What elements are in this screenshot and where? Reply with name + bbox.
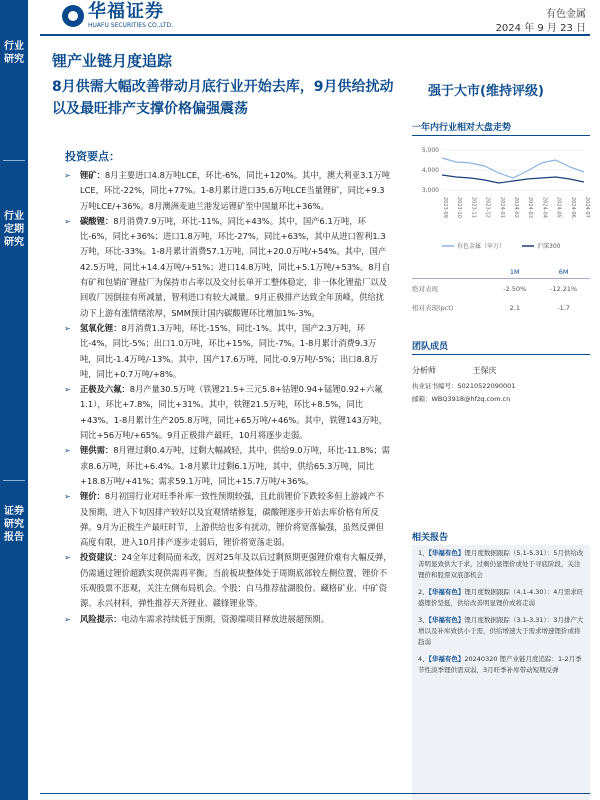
rating-badge: 强于大市(维持评级) (428, 84, 544, 99)
x-tick-label: 2024-01 (498, 197, 505, 218)
sidebar-label-report: 证券研究报告 (4, 506, 24, 543)
investment-points (52, 168, 392, 627)
team-title: 团队成员 (412, 339, 590, 355)
y-tick-label: 3,000 (421, 187, 439, 194)
chart-title: 一年内行业相对大盘走势 (412, 120, 590, 136)
left-sidebar (0, 0, 28, 800)
legend-entry: 有色金属（申万） (457, 243, 506, 250)
header-divider (40, 34, 590, 36)
right-column (412, 120, 590, 406)
x-tick-label: 2023-12 (484, 197, 491, 218)
series-line (442, 175, 584, 183)
performance-table (412, 266, 590, 317)
company-logo (62, 2, 173, 29)
x-tick-label: 2023-10 (456, 197, 463, 218)
x-tick-label: 2023-11 (470, 197, 477, 218)
section-title-investment: 投资要点： (65, 150, 120, 163)
relative-chart (412, 136, 590, 254)
relative-chart-svg (412, 136, 590, 254)
y-tick-label: 4,000 (421, 167, 439, 174)
related-item[interactable]: 4、【华福有色】20240320 锂产业链月度追踪：1-2月季节性淡季锂供需双弱，3月旺季补库带动短期反弹 (418, 655, 582, 674)
bullet-item: ➢ 正极及六氟：8月产量30.5万吨（铁锂21.5+三元5.8+钴锂0.94+锰锂0.92+六氟1.1），环比+7.8%，同比+31%。其中，铁锂21.5万吨，环比+8.5%，同比+43%。1-8月累计生产205.8万吨，同比+65万吨/+46%。其中，铁锂143万吨，同比+56万吨/+65%。9月正极排产最旺，10月将逐步走弱。 (52, 382, 392, 443)
sidebar-divider (3, 480, 25, 481)
bullet-item: ➢ 碳酸锂：8月消费7.9万吨，环比-11%，同比+43%。其中，国产6.1万吨，环比-6%，同比+36%；进口1.8万吨，环比-27%，同比+63%，其中从进口智利1.3万吨，环比-33%。1-8月累计消费57.1万吨，同比+20.0万吨/+54%。其中，国产42.5万吨，同比+14.4万吨/+51%；进口14.8万吨，同比+5.1万吨/+53%。8月自有矿和包销矿锂盐厂为保持市占率以及交付长单开工整体稳定，非一体化锂盐厂以及回收厂因倒挂有所减量，智利进口有较大减量。9月正极排产达致全年顶峰，供给扰动下上游有涨情绪浓厚，SMM预计国内碳酸锂环比增加1%-3%。 (52, 214, 392, 321)
bullet-item: ➢ 氢氧化锂：8月消费1.3万吨，环比-15%，同比-1%。其中，国产2.3万吨，环比-4%，同比-5%；出口1.0万吨，环比+15%，同比-7%。1-8月累计消费9.3万吨，同比-1.4万吨/-13%。其中，国产17.6万吨，同比-0.9万吨/-5%；出口8.8万吨，同比+0.7万吨/+8%。 (52, 321, 392, 382)
analyst-email[interactable]: 邮箱：WBQ3918@hfzq.com.cn (412, 395, 511, 403)
related-item[interactable]: 2、【华福有色】锂月度数据跟踪（4.1-4.30）：4月需求旺盛锂价坚挺，供给改善明显锂价或将走弱 (418, 588, 584, 607)
sidebar-label-research: 行业研究 (4, 41, 24, 65)
analyst-role: 分析师 (412, 366, 436, 375)
sidebar-divider (3, 160, 25, 161)
related-item[interactable]: 1、【华福有色】锂月度数据跟踪（5.1-5.31）：5月供给改善明显致供大于求，过剩仍显锂价或处于寻底阶段，关注锂价和股票双底部机会 (418, 549, 584, 579)
bullet-item: ➢ 风险提示：电动车需求持续低于预期，资源端项目释放进展超预期。 (52, 612, 392, 627)
related-reports (412, 545, 590, 800)
header-industry: 有色金属 (546, 9, 586, 20)
bullet-item: ➢ 锂价：8月初国行业对旺季补库一致性预期较强，且此前锂价下跌较多但上游减产不及预期，进入下旬因排产较好以及宜观情绪修复，碳酸锂逐步开始去库价格有所反弹。9月为正极生产最旺时节，上游供给也多有扰动，锂价将宽落偏强，虽然反弹但高度有限，进入10月排产逐步走弱后，锂价将宽荡走弱。 (52, 489, 392, 550)
sidebar-label-periodic: 行业定期研究 (4, 211, 24, 248)
x-tick-label: 2024-06 (569, 197, 576, 218)
y-tick-label: 5,000 (421, 147, 439, 154)
perf-header-blank (412, 266, 492, 279)
x-tick-label: 2024-07 (584, 197, 590, 218)
table-row: 相对表现(pct) 2.1 -1.7 (412, 303, 570, 312)
footer-divider (40, 793, 590, 794)
analyst-name: 王保庆 (472, 366, 497, 375)
logo-mark-icon (62, 5, 84, 27)
perf-header-6m: 6M (537, 266, 590, 279)
related-item[interactable]: 3、【华福有色】锂月度数据跟踪（3.1-3.31）：3月排产大增以及补库致供小于需，供给增速大于需求增速锂价或将趋弱 (418, 616, 584, 646)
x-tick-label: 2024-02 (513, 197, 519, 218)
table-row: 绝对表现 -2.50% -12.21% (412, 284, 578, 293)
x-tick-label: 2023-09 (442, 197, 448, 218)
analyst-meta (412, 380, 590, 406)
analyst-line (412, 365, 590, 376)
bullet-item: ➢ 投资建议：24全年过剩局面未改，因对25年及以后过剩预期更强锂价难有大幅反弹，仍需通过锂价超跌实现供需再平衡。当前板块整体处于周期底部较左侧位置，锂价不乐观股票不悲观，关注左侧布局机会。个股：白马推荐盐湖股份、藏格矿业、中矿资源、永兴材料，弹性推荐天齐锂业、赣锋锂业等。 (52, 550, 392, 611)
bullet-item: ➢ 锂矿：8月主要进口4.8万吨LCE，环比-6%，同比+120%。其中，澳大利亚3.1万吨LCE，环比-22%，同比+77%。1-8月累计进口35.6万吨LCE当量锂矿，同比+9.3万吨LCE/+36%。8月澳洲麦迪兰港发运锂矿至中国量环比+36%。 (52, 168, 392, 214)
perf-header-1m: 1M (492, 266, 537, 279)
logo-name-cn: 华福证券 (88, 1, 164, 22)
page-title: 8月供需大幅改善带动月底行业开始去库，9月供给扰动以及最旺排产支撑价格偏强震荡 (52, 79, 394, 117)
x-tick-label: 2024-05 (555, 197, 562, 218)
series-line (442, 158, 584, 178)
logo-name-en: HUAFU SECURITIES CO.,LTD. (88, 22, 174, 29)
report-type: 锂产业链月度追踪 (52, 52, 173, 70)
bullet-item: ➢ 锂供需：8月锂过剩0.4万吨，过剩大幅减轻，其中，供给9.0万吨，环比-11.8%；需求8.6万吨，环比+6.4%。1-8月累计过剩6.1万吨，其中，供给65.3万吨，同比+18.8万吨/+41%；需求59.1万吨，同比+15.7万吨/+36%。 (52, 443, 392, 489)
x-tick-label: 2024-04 (541, 197, 548, 218)
analyst-license: 执业证书编号：S0210522090001 (412, 382, 516, 390)
x-tick-label: 2024-03 (527, 197, 534, 218)
related-title: 相关报告 (412, 530, 590, 546)
header-date: 2024 年 9 月 23 日 (495, 23, 586, 34)
legend-entry: 沪深300 (537, 243, 561, 250)
